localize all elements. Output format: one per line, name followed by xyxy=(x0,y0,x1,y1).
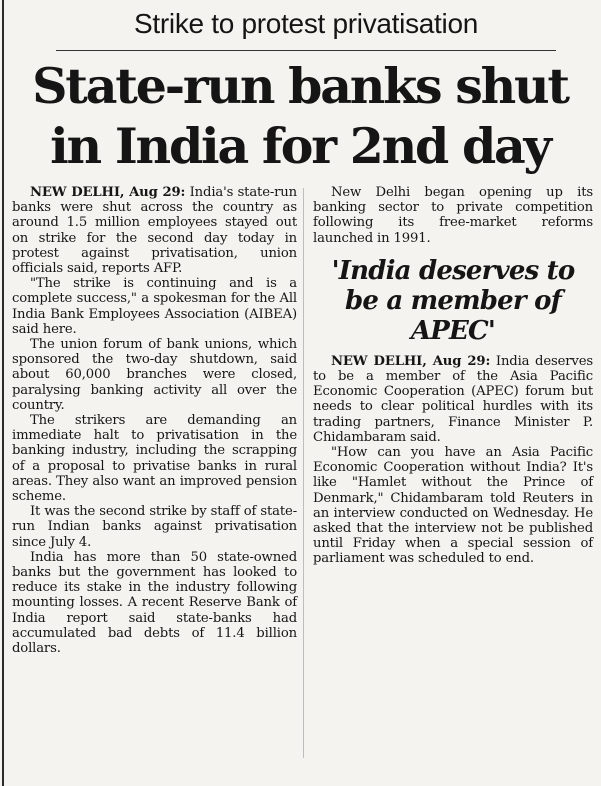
main-headline xyxy=(10,56,590,176)
article1-paragraph-text: India's state-run banks were shut across the country as around 1.5 million employees stayed out on strike for the second day today in protest against privatisation, union officials said, reports AFP. xyxy=(12,185,297,277)
article1-paragraph: India has more than 50 state-owned banks but the government has looked to reduce its stake in the industry following mounting losses. A recent Reserve Bank of India report said state-banks had accumulated bad debts of 11.4 billion dollars. xyxy=(12,549,297,657)
article1-paragraph: New Delhi began opening up its banking sector to private competition following its free-market reforms launched in 1991. xyxy=(313,185,593,246)
kicker-rule xyxy=(56,50,556,51)
article2-dateline: NEW DELHI, Aug 29: xyxy=(331,353,491,369)
article1-paragraph: The strikers are demanding an immediate halt to privatisation in the banking industry, including the scrapping of a proposal to privatise banks in rural areas. They also want an improved pension scheme. xyxy=(12,413,297,505)
article2-paragraph xyxy=(313,354,593,445)
article1-paragraph: "The strike is continuing and is a complete success," a spokesman for the All India Bank Employees Association (AIBEA) said here. xyxy=(12,276,297,337)
article1-paragraph xyxy=(12,185,297,276)
kicker-headline: Strike to protest privatisation xyxy=(134,8,478,39)
article2-paragraph-text: India deserves to be a member of the Asia Pacific Economic Cooperation (APEC) forum but needs to clear political hurdles with its trading partners, Finance Minister P. Chidambaram said. xyxy=(313,353,594,445)
article1-paragraph: The union forum of bank unions, which sponsored the two-day shutdown, said about 60,000 branches were closed, paralysing banking activity all over the country. xyxy=(12,337,297,413)
article2-paragraph: "How can you have an Asia Pacific Economic Cooperation without India? It's like "Hamlet without the Prince of Denmark," Chidambaram told Reuters in an interview conducted on Wednesday. He asked that the interview not be published until Friday when a special session of parliament was scheduled to end. xyxy=(313,445,593,567)
article1-paragraph: It was the second strike by staff of state-run Indian banks against privatisation since July 4. xyxy=(12,504,297,550)
headline-line-1: State-run banks shut xyxy=(32,57,568,115)
article-column-left xyxy=(12,185,297,656)
article-column-right xyxy=(313,185,593,567)
clipping-left-edge xyxy=(2,0,4,786)
column-divider xyxy=(303,188,304,758)
article2-headline: 'India deserves to be a member of APEC' xyxy=(331,255,575,346)
headline-line-2: in India for 2nd day xyxy=(50,117,550,175)
article1-dateline: NEW DELHI, Aug 29: xyxy=(30,185,186,200)
